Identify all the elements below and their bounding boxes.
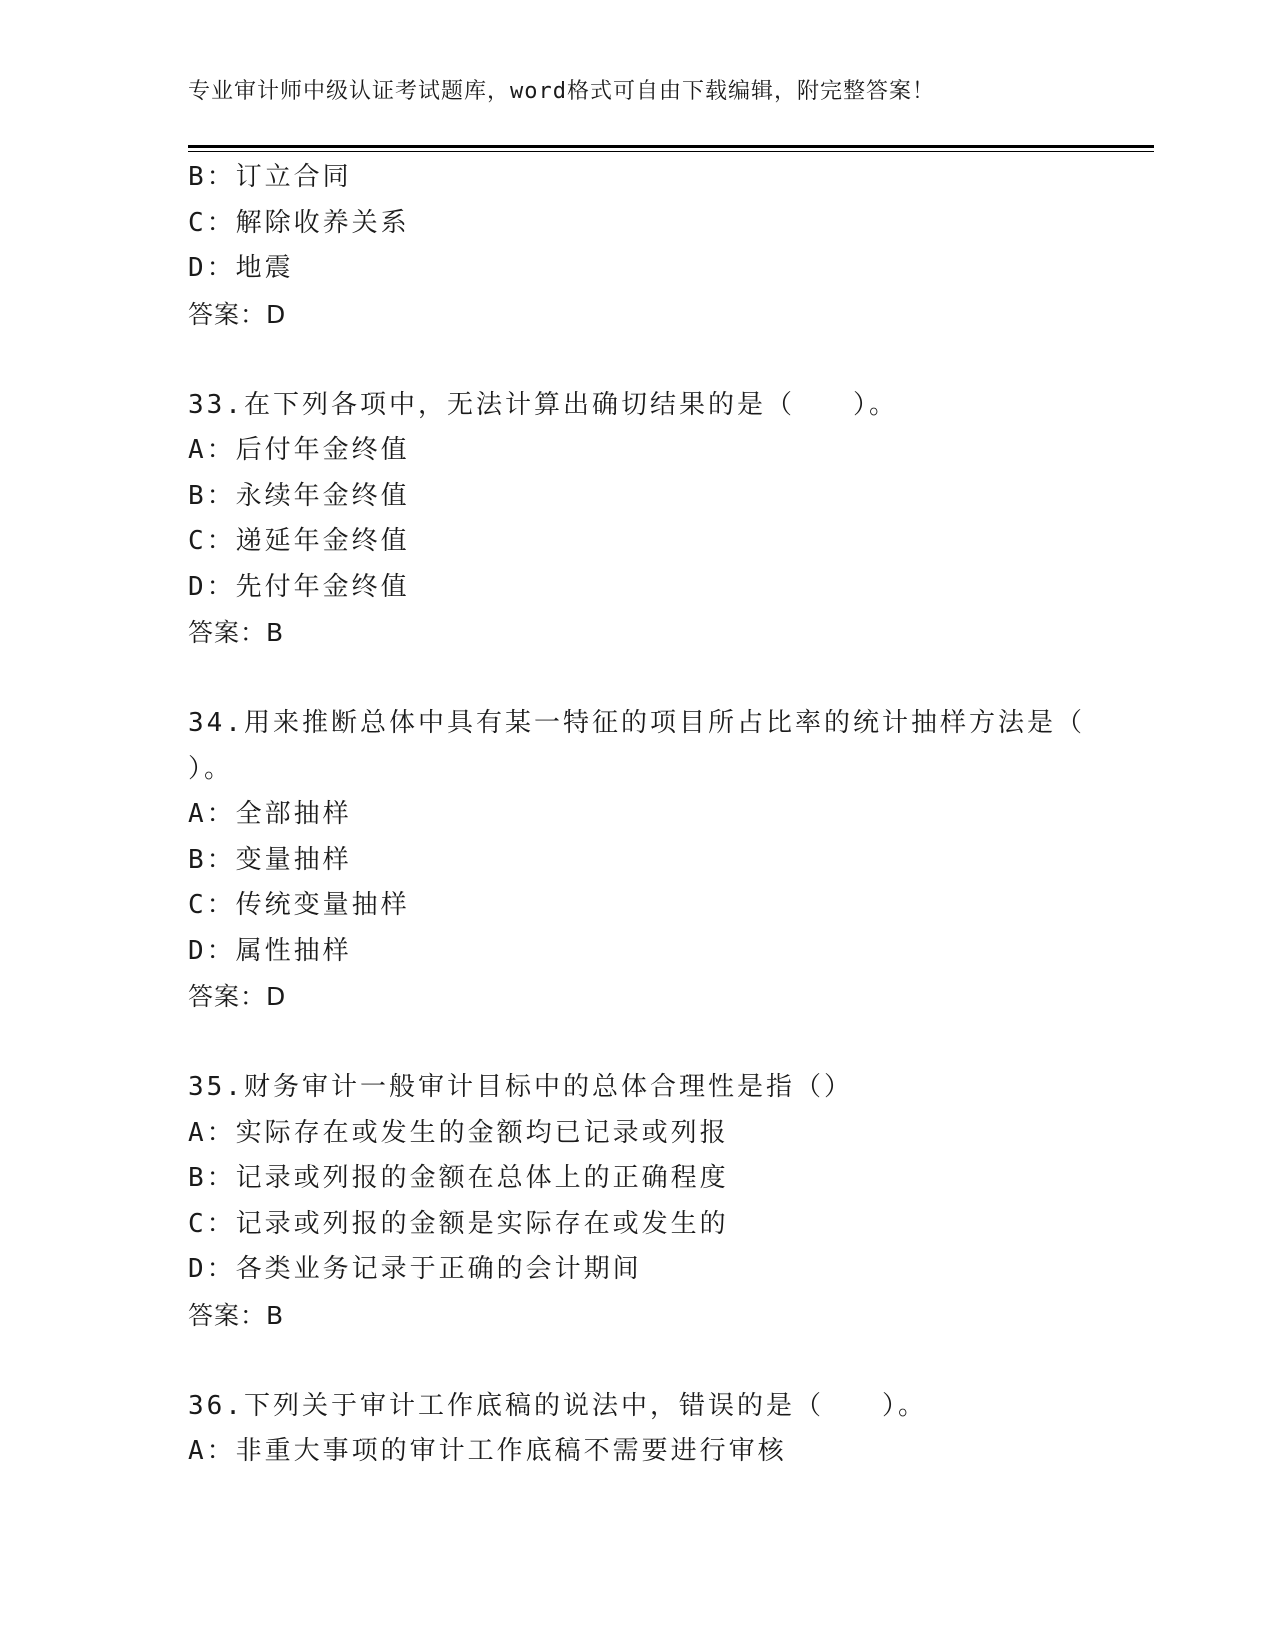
question-36 (188, 1384, 1088, 1475)
question-32-tail (188, 155, 1088, 337)
option-a: A：全部抽样 (188, 799, 352, 829)
option-d: D：属性抽样 (188, 935, 352, 966)
spacer (188, 1020, 1088, 1066)
option-c: C：递延年金终值 (188, 526, 410, 556)
option-a: A：非重大事项的审计工作底稿不需要进行审核 (188, 1436, 787, 1466)
option-c: C：解除收养关系 (188, 207, 410, 238)
spacer (188, 656, 1088, 702)
question-stem-continued: ）。 (188, 753, 234, 784)
option-b: B：永续年金终值 (188, 480, 410, 511)
question-stem: 33.在下列各项中，无法计算出确切结果的是（ ）。 (188, 389, 898, 420)
option-c: C：传统变量抽样 (188, 890, 410, 920)
spacer (188, 337, 1088, 383)
answer-line: 答案：B (188, 1300, 285, 1330)
answer-line: 答案：B (188, 618, 285, 647)
option-d: D：地震 (188, 253, 294, 283)
answer-line: 答案：D (188, 982, 287, 1011)
question-33 (188, 383, 1088, 656)
header-divider-thick (188, 145, 1154, 148)
option-a: A：实际存在或发生的金额均已记录或列报 (188, 1117, 729, 1148)
question-stem: 35.财务审计一般审计目标中的总体合理性是指（） (188, 1072, 853, 1102)
question-34 (188, 701, 1088, 1020)
option-c: C：记录或列报的金额是实际存在或发生的 (188, 1208, 729, 1239)
option-b: B：订立合同 (188, 162, 352, 192)
option-a: A：后付年金终值 (188, 435, 410, 465)
question-list (188, 155, 1088, 1475)
spacer (188, 1338, 1088, 1384)
option-b: B：变量抽样 (188, 844, 352, 875)
option-b: B：记录或列报的金额在总体上的正确程度 (188, 1163, 729, 1193)
question-35 (188, 1065, 1088, 1338)
question-stem: 36.下列关于审计工作底稿的说法中，错误的是（ ）。 (188, 1390, 927, 1421)
option-d: D：各类业务记录于正确的会计期间 (188, 1254, 642, 1284)
page-header: 专业审计师中级认证考试题库，word格式可自由下载编辑，附完整答案！ (188, 79, 935, 104)
header-divider-thin (188, 151, 1154, 152)
option-d: D：先付年金终值 (188, 571, 410, 602)
question-stem: 34.用来推断总体中具有某一特征的项目所占比率的统计抽样方法是（ (188, 708, 1085, 738)
answer-line: 答案：D (188, 299, 287, 329)
